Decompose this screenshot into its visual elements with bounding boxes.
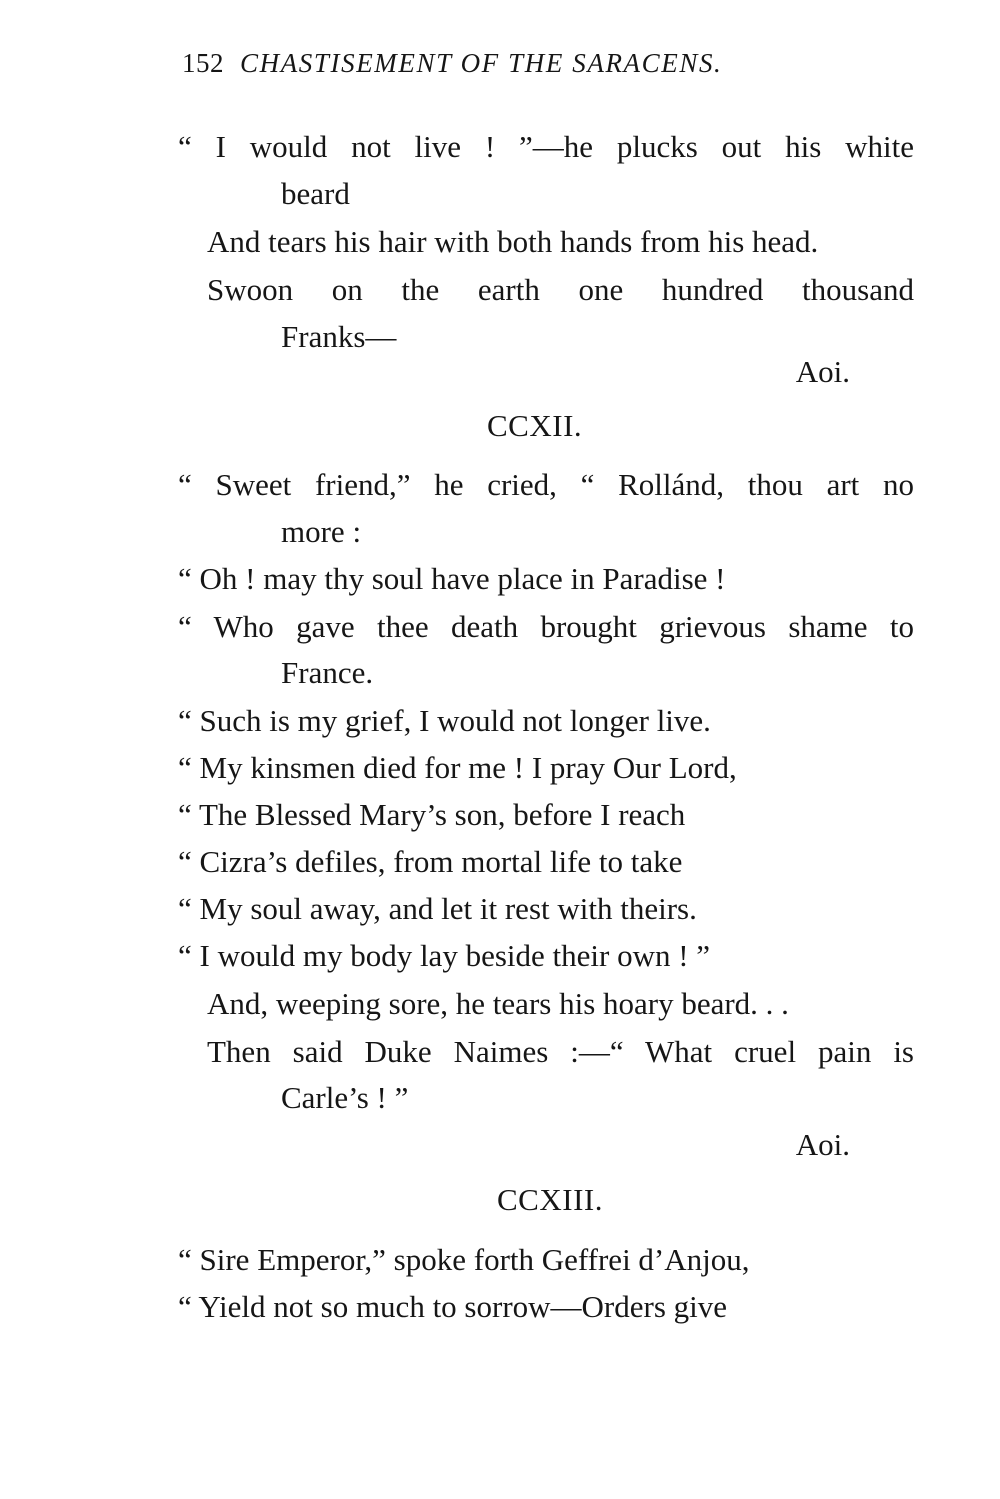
verse-line: “ My soul away, and let it rest with theirs.: [178, 891, 697, 926]
stanza-heading: CCXIII.: [497, 1182, 603, 1217]
verse-line: “ My kinsmen died for me ! I pray Our Lord,: [178, 750, 737, 785]
verse-line: “ Cizra’s defiles, from mortal life to take: [178, 844, 683, 879]
verse-line: “ I would not live ! ”—he plucks out his white: [178, 129, 914, 164]
verse-line-continuation: beard: [281, 176, 350, 211]
verse-line-continuation: more :: [281, 514, 362, 549]
verse-line: “ Who gave thee death brought grievous shame to: [178, 609, 914, 644]
running-header: [182, 50, 722, 77]
verse-line: “ Yield not so much to sorrow—Orders give: [178, 1289, 728, 1324]
refrain-aoi: Aoi.: [795, 1127, 850, 1162]
verse-line: “ Sire Emperor,” spoke forth Geffrei d’Anjou,: [178, 1242, 750, 1277]
verse-line: Swoon on the earth one hundred thousand: [207, 272, 914, 307]
verse-line: Then said Duke Naimes :—“ What cruel pain is: [207, 1034, 914, 1069]
verse-line-continuation: Franks—: [281, 319, 397, 354]
verse-line: “ Oh ! may thy soul have place in Paradise !: [178, 561, 726, 596]
verse-line-continuation: Carle’s ! ”: [281, 1080, 409, 1115]
page-number: 152: [182, 48, 224, 78]
verse-line: And, weeping sore, he tears his hoary beard. . .: [207, 986, 789, 1021]
verse-line-continuation: France.: [281, 655, 374, 690]
refrain-aoi: Aoi.: [795, 354, 850, 389]
verse-line: “ Such is my grief, I would not longer live.: [178, 703, 711, 738]
verse-line: “ The Blessed Mary’s son, before I reach: [178, 797, 686, 832]
verse-line: “ Sweet friend,” he cried, “ Rollánd, thou art no: [178, 467, 914, 502]
stanza-heading: CCXII.: [487, 408, 583, 443]
verse-line: And tears his hair with both hands from his head.: [207, 224, 819, 259]
verse-line: “ I would my body lay beside their own ! ”: [178, 938, 711, 973]
running-title: CHASTISEMENT OF THE SARACENS.: [240, 48, 723, 78]
